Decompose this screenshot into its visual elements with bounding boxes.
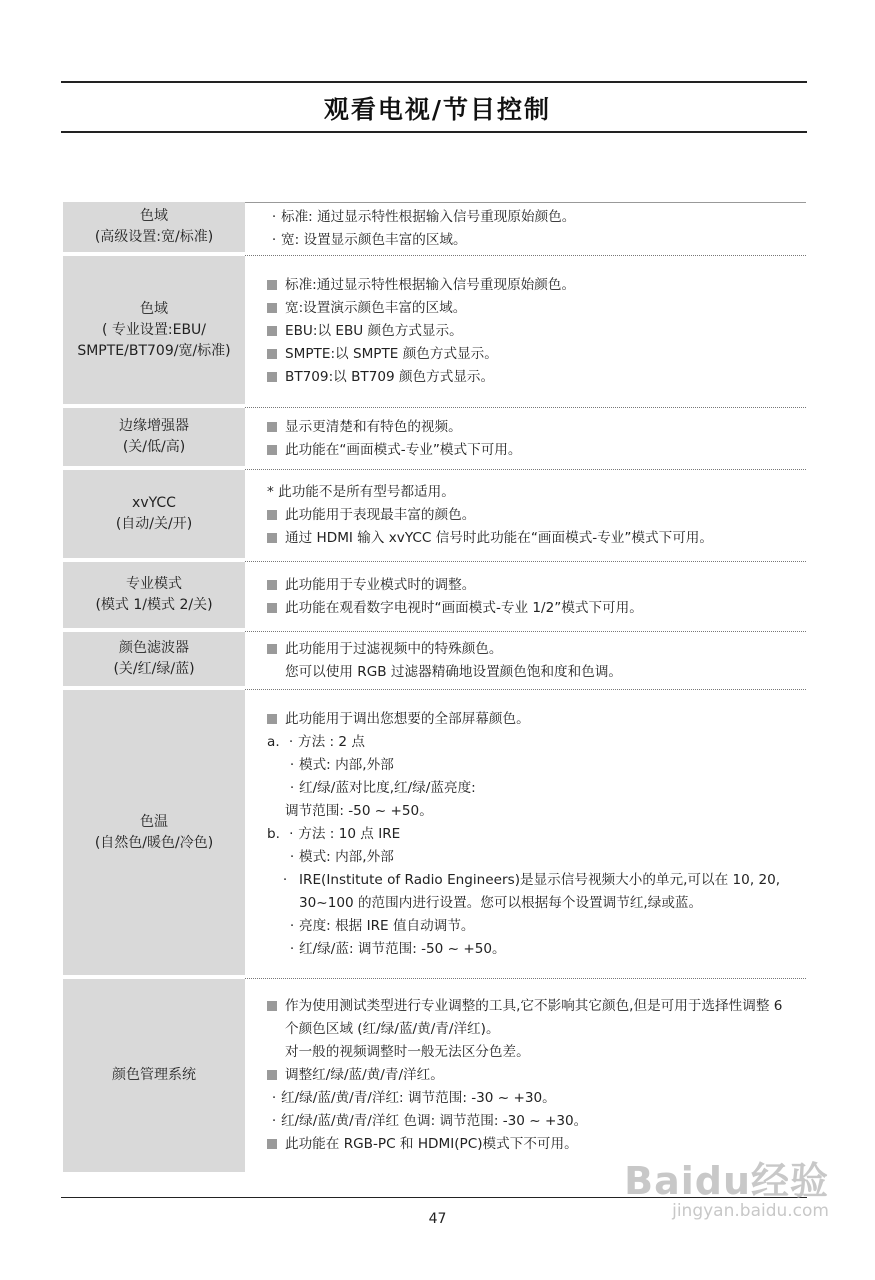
bullet-square-icon [267,1070,277,1080]
desc-line: 红/绿/蓝/黄/青/洋红: 调节范围: -30 ~ +30。 [281,1090,556,1106]
bullet-dot-icon: · [289,917,295,934]
row-description [245,408,806,470]
desc-line: 方法 : 10 点 IRE [298,825,401,842]
desc-line: 您可以使用 RGB 过滤器精确地设置颜色饱和度和色调。 [285,663,623,680]
row-description [245,256,806,408]
desc-line: 显示更清楚和有特色的视频。 [285,418,462,435]
desc-line: BT709:以 BT709 颜色方式显示。 [285,369,495,385]
bullet-dot-icon: · [271,1113,277,1129]
desc-line: 此功能在观看数字电视时“画面模式-专业 1/2”模式下可用。 [285,599,643,616]
bullet-dot-icon: · [288,733,294,750]
row-label [63,632,245,690]
label-line: 色温 [140,813,168,830]
desc-line: 调节范围: -50 ~ +50。 [285,802,433,819]
bullet-dot-icon: · [271,1090,277,1106]
bullet-square-icon [267,510,277,520]
bullet-dot-icon: · [289,779,295,796]
row-label [63,256,245,408]
bullet-square-icon [267,1139,277,1149]
bullet-dot-icon: · [289,848,295,865]
row-color-gamut-advanced [63,202,806,256]
label-line: (关/红/绿/蓝) [113,661,195,677]
bullet-dot-icon: · [271,232,277,248]
label-line: 色域 [140,300,168,317]
desc-line: EBU:以 EBU 颜色方式显示。 [285,323,463,339]
watermark-brand: Baidu经验 [624,1159,829,1203]
desc-line: 红/绿/蓝对比度,红/绿/蓝亮度: [299,779,476,796]
desc-line: 模式: 内部,外部 [299,756,394,773]
bullet-square-icon [267,580,277,590]
desc-line: 此功能用于专业模式时的调整。 [285,576,476,593]
bullet-square-icon [267,445,277,455]
watermark-url: jingyan.baidu.com [672,1201,829,1221]
label-line: (模式 1/模式 2/关) [95,597,213,613]
label-line: (自然色/暖色/冷色) [94,834,214,851]
desc-line: 宽: 设置显示颜色丰富的区域。 [281,232,467,248]
bullet-square-icon [267,422,277,432]
desc-line: IRE(Institute of Radio Engineers)是显示信号视频大小的单元,可以在 10, 20, 30~100 的范围内进行设置。您可以根据每个设置调节红,绿或蓝。 [299,871,781,911]
desc-line: SMPTE:以 SMPTE 颜色方式显示。 [285,346,498,362]
desc-line: 此功能用于表现最丰富的颜色。 [285,507,476,523]
bullet-square-icon [267,714,277,724]
row-description [245,632,806,690]
label-line: 颜色管理系统 [112,1067,196,1083]
row-label [63,470,245,562]
desc-line: * 此功能不是所有型号都适用。 [267,484,455,500]
row-description [245,202,806,256]
row-label [63,408,245,470]
row-description [245,470,806,562]
desc-line: 此功能用于调出您想要的全部屏幕颜色。 [285,710,530,727]
desc-line: 此功能在“画面模式-专业”模式下可用。 [285,441,522,458]
desc-line: 红/绿/蓝: 调节范围: -50 ~ +50。 [299,940,506,957]
bullet-square-icon [267,372,277,382]
bullet-dot-icon: · [289,825,294,842]
row-color-filter [63,632,806,690]
desc-line: 标准:通过显示特性根据输入信号重现原始颜色。 [285,277,576,293]
label-line: xvYCC [132,495,176,511]
desc-line: 模式: 内部,外部 [299,848,394,865]
row-xvycc [63,470,806,562]
bullet-square-icon [267,280,277,290]
desc-line: 调整红/绿/蓝/黄/青/洋红。 [285,1067,444,1083]
label-line: 颜色滤波器 [119,640,189,656]
desc-line: 亮度: 根据 IRE 值自动调节。 [299,917,475,934]
row-color-gamut-expert [63,256,806,408]
row-label [63,690,245,979]
header-rule-top [61,81,807,83]
bullet-square-icon [267,303,277,313]
desc-line: 标准: 通过显示特性根据输入信号重现原始颜色。 [281,209,576,225]
bullet-square-icon [267,1001,277,1011]
row-label [63,979,245,1172]
row-color-temperature [63,690,806,979]
label-line: SMPTE/BT709/宽/标准) [77,342,231,359]
bullet-dot-icon: · [289,756,295,773]
bullet-dot-icon: · [282,871,288,888]
row-edge-enhancer [63,408,806,470]
step-marker: a. [267,733,280,750]
label-line: 色域 [140,208,168,224]
bullet-square-icon [267,533,277,543]
row-expert-mode [63,562,806,632]
desc-line: 宽:设置演示颜色丰富的区域。 [285,300,467,316]
bullet-square-icon [267,349,277,359]
desc-line: 通过 HDMI 输入 xvYCC 信号时此功能在“画面模式-专业”模式下可用。 [285,530,713,546]
label-line: ( 专业设置:EBU/ [101,321,207,338]
row-description [245,979,806,1172]
bullet-square-icon [267,603,277,613]
page-title: 观看电视/节目控制 [323,95,552,124]
row-label [63,202,245,256]
row-label [63,562,245,632]
label-line: 专业模式 [126,576,182,592]
baidu-watermark [624,1150,829,1221]
row-description [245,690,806,979]
step-marker: b. [267,825,280,842]
desc-line: 方法 : 2 点 [297,733,365,750]
label-line: (高级设置:宽/标准) [94,229,214,245]
bullet-square-icon [267,326,277,336]
desc-line: 对一般的视频调整时一般无法区分色差。 [285,1044,530,1060]
desc-line: 此功能在 RGB-PC 和 HDMI(PC)模式下不可用。 [285,1136,578,1152]
row-color-management-system [63,979,806,1172]
desc-line: 红/绿/蓝/黄/青/洋红 色调: 调节范围: -30 ~ +30。 [281,1113,588,1129]
label-line: 边缘增强器 [119,418,189,434]
header-rule-bottom [61,131,807,133]
page-number: 47 [428,1211,447,1227]
bullet-dot-icon: · [289,940,295,957]
bullet-square-icon [267,644,277,654]
bullet-dot-icon: · [271,209,277,225]
desc-line: 作为使用测试类型进行专业调整的工具,它不影响其它颜色,但是可用于选择性调整 6 个颜色区域 (红/绿/蓝/黄/青/洋红)。 [285,998,783,1037]
label-line: (关/低/高) [122,439,186,455]
desc-line: 此功能用于过滤视频中的特殊颜色。 [285,640,503,657]
label-line: (自动/关/开) [115,516,193,532]
row-description [245,562,806,632]
